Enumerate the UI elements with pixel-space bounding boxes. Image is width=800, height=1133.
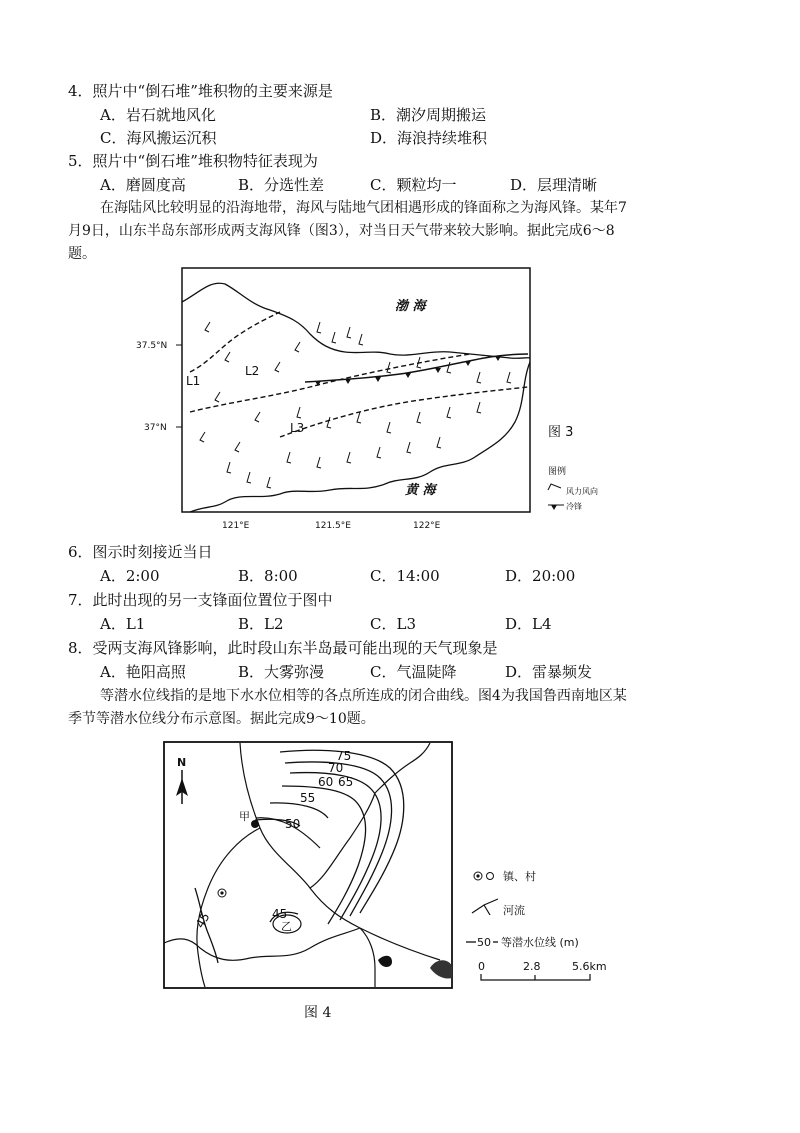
q5-stem: 5．照片中“倒石堆”堆积物特征表现为: [68, 152, 318, 170]
q4-stem: 4．照片中“倒石堆”堆积物的主要来源是: [68, 82, 333, 100]
fig3-legend-wind: 风力风向: [566, 487, 598, 496]
fig3-lon-121: 121°E: [222, 521, 250, 531]
q6-option-a: A．2:00: [100, 567, 160, 585]
q4-option-d: D．海浪持续堆积: [370, 129, 488, 147]
q7-stem: 7．此时出现的另一支锋面位置位于图中: [68, 591, 333, 609]
fig4-place-yi: 乙: [281, 920, 292, 933]
q6-option-b: B．8:00: [238, 567, 298, 585]
q8-option-a: A．艳阳高照: [100, 663, 186, 681]
fig4-legend-town: 镇、村: [503, 870, 536, 883]
q8-option-d: D．雷暴频发: [505, 663, 593, 681]
fig3-map: [130, 262, 610, 537]
fig4-legend-contour-value: 50: [477, 936, 491, 949]
fig4-contour-45-west: 45: [192, 910, 213, 931]
fig3-caption: 图 3: [548, 425, 574, 440]
fig4-place-jia: 甲: [239, 810, 250, 823]
fig3-line-l2: [190, 354, 470, 412]
q5-option-d: D．层理清晰: [510, 176, 598, 194]
intro1-line3: 题。: [68, 246, 96, 262]
fig3-lat-37: 37°N: [144, 423, 167, 433]
fig3-label-l2: L2: [245, 364, 260, 378]
q6-option-d: D．20:00: [505, 567, 576, 585]
q5-option-b: B．分选性差: [238, 176, 325, 194]
fig3-south-coast: [190, 362, 530, 512]
fig4-contour-50: 50: [285, 817, 301, 831]
fig3-lon-122: 122°E: [413, 521, 441, 531]
q8-option-c: C．气温陡降: [370, 663, 457, 681]
fig3-label-l1: L1: [186, 374, 201, 388]
q7-option-d: D．L4: [505, 615, 552, 633]
fig4-legend-contour: 等潜水位线 (m): [501, 936, 579, 949]
q7-option-a: A．L1: [100, 615, 146, 633]
fig4-scale-28: 2.8: [523, 960, 541, 973]
fig4-legend-river: 河流: [503, 904, 525, 917]
fig3-sea-south: 黄 海: [405, 483, 436, 498]
fig3-line-l1: [190, 312, 280, 372]
q6-option-c: C．14:00: [370, 567, 440, 585]
fig3-line-l3: [280, 387, 528, 437]
q7-option-b: B．L2: [238, 615, 284, 633]
fig4-contour-55: 55: [300, 791, 316, 805]
fig3-label-l3: L3: [290, 421, 305, 435]
fig4-scale-56: 5.6km: [572, 960, 607, 973]
fig4-scale-0: 0: [478, 960, 485, 973]
intro1-line1: 在海陆风比较明显的沿海地带，海风与陆地气团相遇形成的锋面称之为海风锋。某年7: [100, 200, 627, 216]
fig3-lon-1215: 121.5°E: [315, 521, 351, 531]
fig4-contour-70: 70: [328, 761, 344, 775]
fig4-north: N: [177, 756, 187, 769]
intro1-line2: 月9日，山东半岛东部形成两支海风锋（图3），对当日天气带来较大影响。据此完成6～8: [68, 223, 615, 239]
q4-option-b: B．潮汐周期搬运: [370, 106, 487, 124]
fig4-contour-45-lake: 45: [272, 907, 288, 921]
fig4-contour-65: 65: [338, 775, 354, 789]
fig4-map: [160, 738, 650, 994]
fig3-legend-front: 冷锋: [566, 502, 582, 511]
fig3-cold-front: [305, 354, 528, 382]
fig3-sea-north: 渤 海: [395, 299, 426, 314]
intro2-line1: 等潜水位线指的是地下水水位相等的各点所连成的闭合曲线。图4为我国鲁西南地区某: [100, 688, 627, 704]
fig3-wind-barbs: [200, 322, 511, 488]
intro2-line2: 季节等潜水位线分布示意图。据此完成9～10题。: [68, 711, 375, 727]
q7-option-c: C．L3: [370, 615, 416, 633]
q4-option-a: A．岩石就地风化: [100, 106, 216, 124]
fig4-contour-60: 60: [318, 775, 334, 789]
q8-stem: 8．受两支海风锋影响，此时段山东半岛最可能出现的天气现象是: [68, 639, 498, 657]
fig4-contour-75: 75: [336, 749, 352, 763]
q6-stem: 6．图示时刻接近当日: [68, 543, 213, 561]
q5-option-c: C．颗粒均一: [370, 176, 457, 194]
q8-option-b: B．大雾弥漫: [238, 663, 325, 681]
north-arrow-icon: [176, 770, 188, 804]
q5-option-a: A．磨圆度高: [100, 176, 186, 194]
fig3-legend-title: 图例: [548, 467, 567, 477]
q4-option-c: C．海风搬运沉积: [100, 129, 217, 147]
fig3-north-coast: [182, 283, 530, 358]
fig4-caption: 图 4: [304, 1005, 332, 1021]
fig3-lat-375: 37.5°N: [136, 341, 168, 351]
